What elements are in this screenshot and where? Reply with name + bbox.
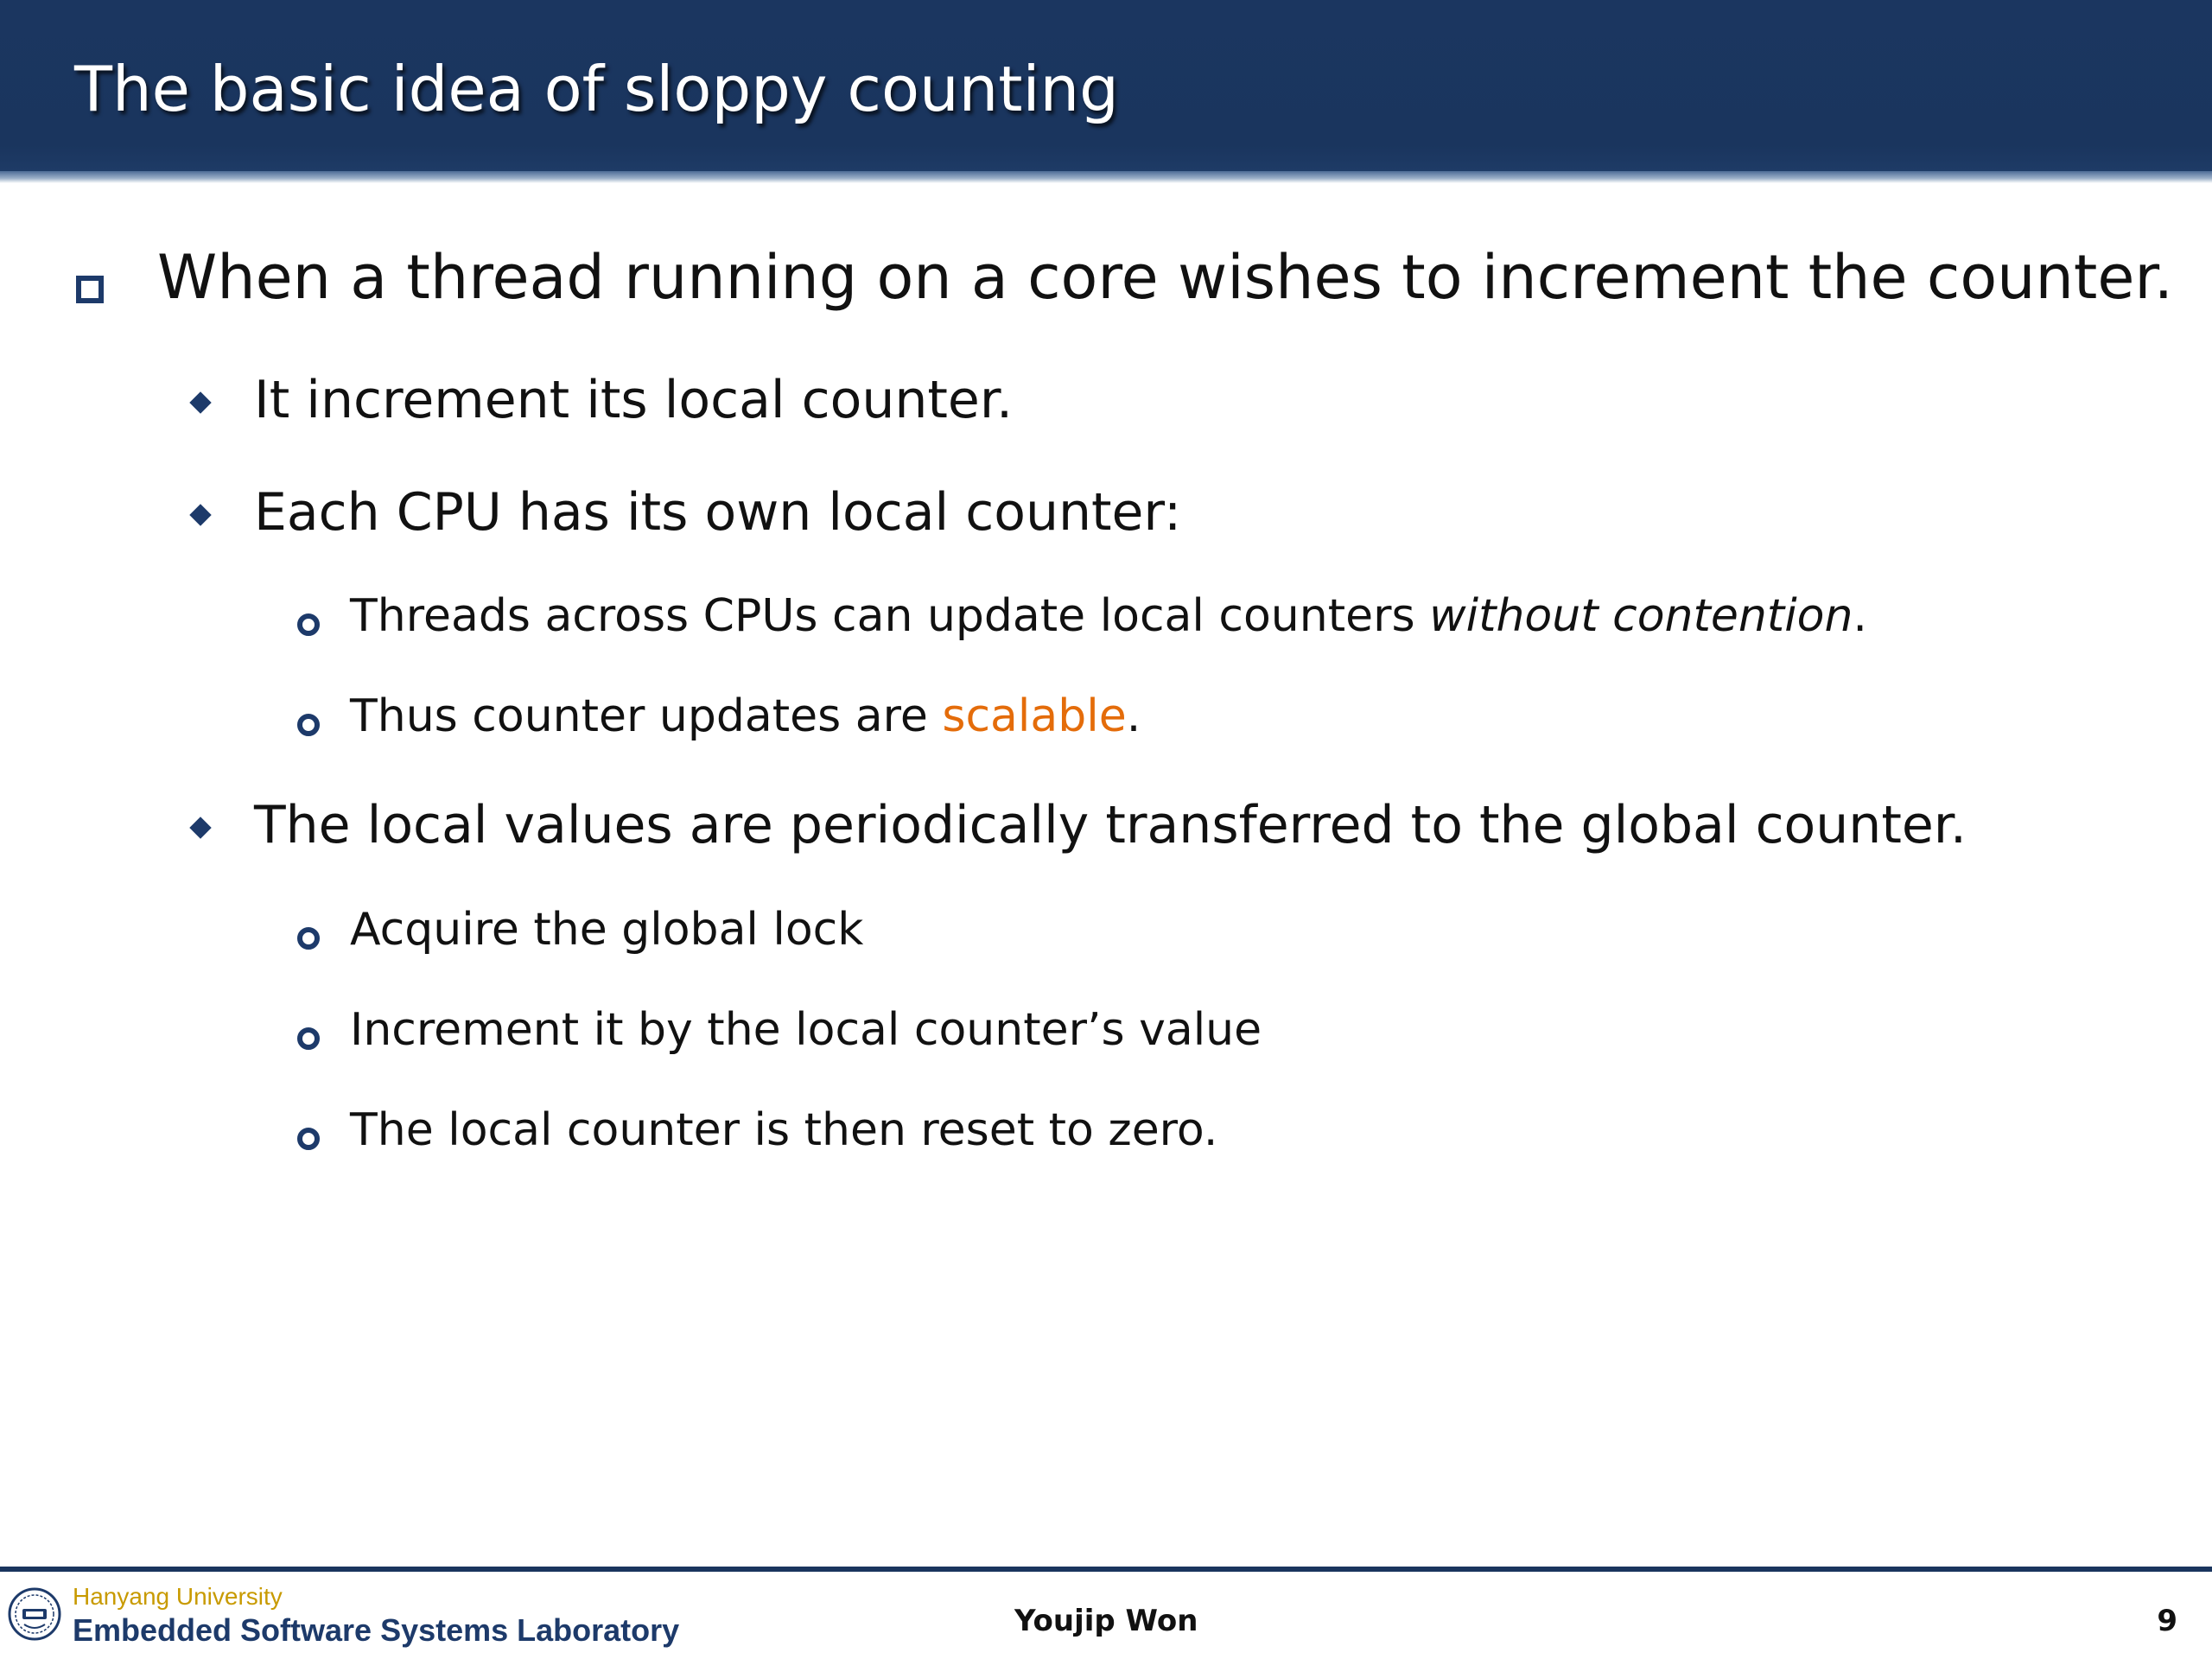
bullet-level2: Each CPU has its own local counter: <box>254 482 1182 543</box>
bullet-text-suffix: . <box>1126 690 1141 742</box>
bullet-text: Thus counter updates are <box>350 690 943 742</box>
bullet-level3: Increment it by the local counter’s value <box>350 1004 1262 1056</box>
circle-bullet-icon <box>297 927 320 950</box>
page-number: 9 <box>2157 1604 2177 1638</box>
circle-bullet-icon <box>297 714 320 736</box>
bullet-level3: The local counter is then reset to zero. <box>350 1104 1218 1156</box>
circle-bullet-icon <box>297 1027 320 1050</box>
bullet-text-suffix: . <box>1853 590 1867 642</box>
diamond-bullet-icon <box>189 817 211 838</box>
square-bullet-icon <box>76 276 104 303</box>
bullet-text: Threads across CPUs can update local counters <box>350 590 1430 642</box>
bullet-level3 <box>350 590 1867 642</box>
bullet-level3 <box>350 690 1141 742</box>
header-shadow <box>0 171 2212 183</box>
university-seal-icon <box>7 1586 62 1642</box>
bullet-level2: The local values are periodically transferred to the global counter. <box>254 795 1967 855</box>
footer-divider <box>0 1567 2212 1572</box>
footer-author: Youjip Won <box>1014 1604 1198 1638</box>
slide-title: The basic idea of sloppy counting <box>74 53 1119 125</box>
diamond-bullet-icon <box>189 391 211 413</box>
circle-bullet-icon <box>297 613 320 636</box>
italic-emphasis: without contention <box>1429 590 1853 642</box>
footer-university: Hanyang University <box>73 1583 283 1610</box>
circle-bullet-icon <box>297 1128 320 1150</box>
bullet-level3: Acquire the global lock <box>350 904 864 956</box>
highlight-emphasis: scalable <box>942 690 1127 742</box>
slide-header <box>0 0 2212 171</box>
diamond-bullet-icon <box>189 504 211 525</box>
bullet-level1: When a thread running on a core wishes to increment the counter. <box>157 242 2174 313</box>
footer-lab-name: Embedded Software Systems Laboratory <box>73 1612 680 1648</box>
bullet-level2: It increment its local counter. <box>254 370 1014 430</box>
